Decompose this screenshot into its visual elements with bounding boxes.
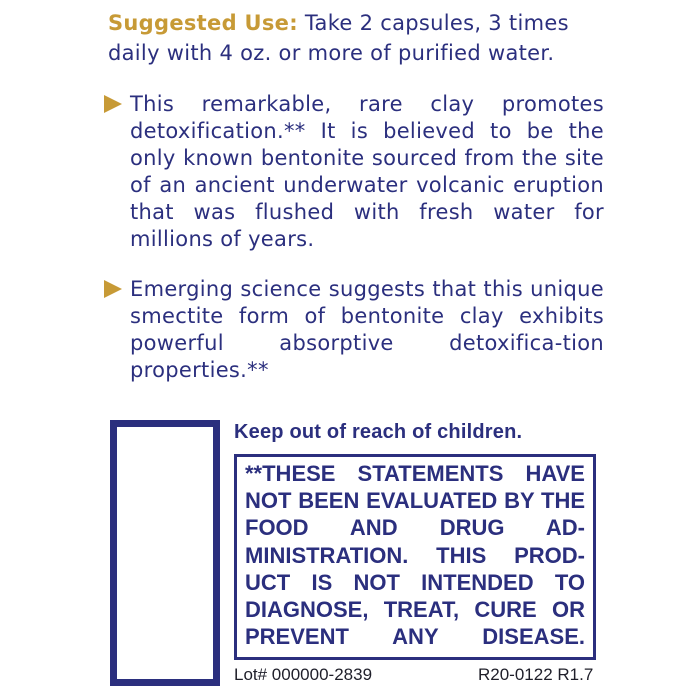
suggested-use-text: Take 2 capsules, 3 times daily with 4 oz. or more of purified water.	[108, 11, 569, 65]
keep-out-warning: Keep out of reach of children.	[234, 421, 523, 443]
fda-disclaimer-text: **THESE STATEMENTS HAVE NOT BEEN EVALUATED BY THE FOOD AND DRUG AD-MINISTRATION. THIS PROD-UCT IS NOT INTENDED TO DIAGNOSE, TREAT, CURE OR PREVENT ANY DISEASE.	[245, 461, 585, 650]
suggested-use	[108, 8, 608, 68]
lot-number: Lot# 000000-2839	[234, 665, 373, 684]
bullet-science	[104, 276, 604, 384]
fda-disclaimer-box	[234, 454, 596, 660]
triangle-bullet-icon	[104, 95, 122, 113]
revision-code: R20-0122 R1.7	[478, 665, 594, 684]
bullet-detox-text: This remarkable, rare clay promotes detoxification.** It is believed to be the only known bentonite sourced from the site of an ancient underwater volcanic eruption that was flushed with fresh water for millions of years.	[130, 92, 604, 251]
suggested-use-label: Suggested Use:	[108, 11, 298, 35]
bullet-science-text: Emerging science suggests that this unique smectite form of bentonite clay exhibits powerful absorptive detoxifica-tion properties.**	[130, 277, 604, 382]
bullet-detox	[104, 91, 604, 253]
empty-label-box	[110, 420, 220, 686]
triangle-bullet-icon	[104, 280, 122, 298]
